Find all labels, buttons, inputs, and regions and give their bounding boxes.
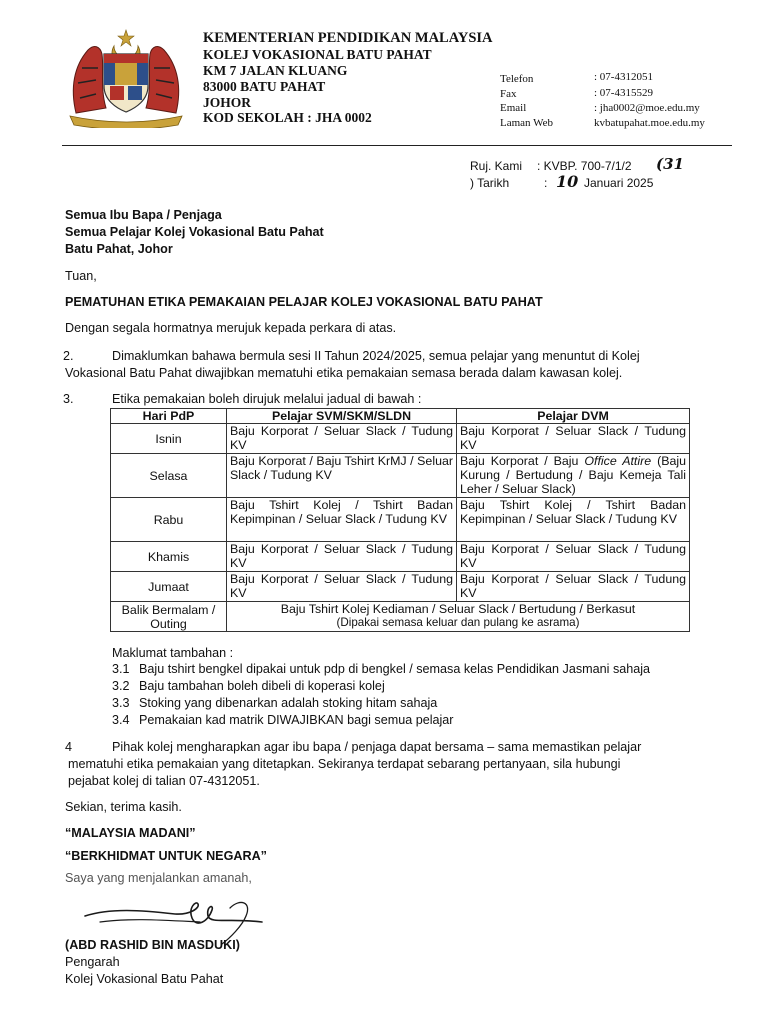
sign-intro: Saya yang menjalankan amanah, (65, 871, 252, 885)
row-day: Jumaat (111, 572, 227, 602)
signatory-title: Pengarah (65, 955, 120, 969)
signatory-name: (ABD RASHID BIN MASDUKI) (65, 938, 240, 952)
para-4-line-1: Pihak kolej mengharapkan agar ibu bapa / penjaga dapat bersama – sama memastikan pelajar (112, 740, 642, 754)
letter-subject: PEMATUHAN ETIKA PEMAKAIAN PELAJAR KOLEJ VOKASIONAL BATU PAHAT (65, 295, 543, 309)
row-day: Balik Bermalam / Outing (111, 602, 227, 632)
table-row (111, 602, 690, 632)
address-line-1: KM 7 JALAN KLUANG (203, 63, 348, 78)
row-svm: Baju Tshirt Kolej / Tshirt Badan Kepimpinan / Seluar Slack / Tudung KV (227, 498, 457, 542)
date-colon: : (544, 176, 548, 190)
row-dvm: Baju Korporat / Seluar Slack / Tudung KV (457, 424, 690, 454)
address-state: JOHOR (203, 95, 252, 110)
additional-num-4: 3.4 (112, 713, 130, 727)
contact-phone-label: Telefon (500, 73, 534, 85)
row-svm: Baju Korporat / Seluar Slack / Tudung KV (227, 424, 457, 454)
recipient-line-2: Semua Pelajar Kolej Vokasional Batu Pahat (65, 225, 324, 239)
salutation: Tuan, (65, 269, 97, 283)
row-dvm: Baju Tshirt Kolej / Tshirt Badan Kepimpinan / Seluar Slack / Tudung KV (457, 498, 690, 542)
malaysia-coat-of-arms-icon (66, 28, 186, 128)
para-3-number: 3. (63, 392, 74, 406)
outing-text: Baju Tshirt Kolej Kediaman / Seluar Slack / Bertudung / Berkasut (280, 602, 636, 616)
header-day: Hari PdP (111, 409, 227, 424)
letterhead-divider (62, 145, 732, 146)
school-code: KOD SEKOLAH : JHA 0002 (203, 110, 372, 125)
recipient-line-3: Batu Pahat, Johor (65, 242, 173, 256)
row-day: Rabu (111, 498, 227, 542)
para-3-text: Etika pemakaian boleh dirujuk melalui jadual di bawah : (112, 392, 422, 406)
table-row (111, 542, 690, 572)
additional-num-2: 3.2 (112, 679, 130, 693)
table-row (111, 498, 690, 542)
outing-note: (Dipakai semasa keluar dan pulang ke asrama) (336, 616, 580, 629)
signatory-organization: Kolej Vokasional Batu Pahat (65, 972, 224, 986)
row-day: Khamis (111, 542, 227, 572)
row-svm: Baju Korporat / Seluar Slack / Tudung KV (227, 542, 457, 572)
additional-text-4: Pemakaian kad matrik DIWAJIBKAN bagi semua pelajar (139, 713, 454, 727)
date-month-year: Januari 2025 (584, 176, 654, 190)
opening-sentence: Dengan segala hormatnya merujuk kepada perkara di atas. (65, 321, 397, 335)
additional-text-2: Baju tambahan boleh dibeli di koperasi kolej (139, 679, 385, 693)
ref-value: : KVBP. 700-7/1/2 (537, 159, 632, 173)
contact-email-value: : jha0002@moe.edu.my (594, 102, 700, 114)
row-svm: Baju Korporat / Seluar Slack / Tudung KV (227, 572, 457, 602)
college-name: KOLEJ VOKASIONAL BATU PAHAT (203, 47, 432, 62)
contact-fax-label: Fax (500, 88, 517, 100)
additional-text-1: Baju tshirt bengkel dipakai untuk pdp di bengkel / semasa kelas Pendidikan Jasmani sahaja (139, 662, 651, 676)
contact-web-value: kvbatupahat.moe.edu.my (594, 117, 705, 129)
date-day-handwritten: 10 (556, 172, 579, 191)
motto-2: “BERKHIDMAT UNTUK NEGARA” (65, 849, 267, 863)
row-day: Isnin (111, 424, 227, 454)
para-4-line-3: pejabat kolej di talian 07-4312051. (68, 774, 260, 788)
para-4-number: 4 (65, 740, 73, 754)
additional-title: Maklumat tambahan : (112, 646, 234, 660)
table-row (111, 454, 690, 498)
row-dvm (457, 454, 690, 498)
para-2-line-1: Dimaklumkan bahawa bermula sesi II Tahun 2024/2025, semua pelajar yang menuntut di Kolej (112, 349, 640, 363)
additional-text-3: Stoking yang dibenarkan adalah stoking hitam sahaja (139, 696, 438, 710)
dvm-text-pre: Baju Korporat / Baju (460, 454, 585, 468)
header-dvm: Pelajar DVM (457, 409, 690, 424)
contact-web-label: Laman Web (500, 117, 553, 129)
para-4-line-2: mematuhi etika pemakaian yang ditetapkan. Sekiranya terdapat sebarang pertanyaan, sila hubungi (68, 757, 621, 771)
table-header-row (111, 409, 690, 424)
dvm-text-post: (Baju Kurung / Bertudung / Baju Kemeja Tali Leher / Seluar Slack) (460, 454, 687, 496)
row-svm: Baju Korporat / Baju Tshirt KrMJ / Seluar Slack / Tudung KV (227, 454, 457, 498)
ref-handwritten-number: (31 (656, 155, 684, 173)
row-dvm: Baju Korporat / Seluar Slack / Tudung KV (457, 572, 690, 602)
header-svm: Pelajar SVM/SKM/SLDN (227, 409, 457, 424)
row-dvm: Baju Korporat / Seluar Slack / Tudung KV (457, 542, 690, 572)
address-line-2: 83000 BATU PAHAT (203, 79, 326, 94)
recipient-line-1: Semua Ibu Bapa / Penjaga (65, 208, 222, 222)
date-label: ) Tarikh (470, 176, 510, 190)
contact-fax-value: : 07-4315529 (594, 87, 653, 99)
contact-phone-value: : 07-4312051 (594, 71, 653, 83)
ref-label: Ruj. Kami (470, 159, 523, 173)
para-2-line-2: Vokasional Batu Pahat diwajibkan mematuhi etika pemakaian semasa berada dalam kawasan kolej. (65, 366, 623, 380)
dvm-text-italic: Office Attire (584, 454, 652, 468)
table-row (111, 424, 690, 454)
contact-email-label: Email (500, 102, 527, 114)
row-day: Selasa (111, 454, 227, 498)
closing: Sekian, terima kasih. (65, 800, 182, 814)
ministry-name: KEMENTERIAN PENDIDIKAN MALAYSIA (203, 30, 493, 46)
dress-code-table (110, 408, 690, 632)
table-row (111, 572, 690, 602)
motto-1: “MALAYSIA MADANI” (65, 826, 196, 840)
additional-num-3: 3.3 (112, 696, 130, 710)
row-outing-dress (227, 602, 690, 632)
para-2-number: 2. (63, 349, 74, 363)
additional-num-1: 3.1 (112, 662, 130, 676)
